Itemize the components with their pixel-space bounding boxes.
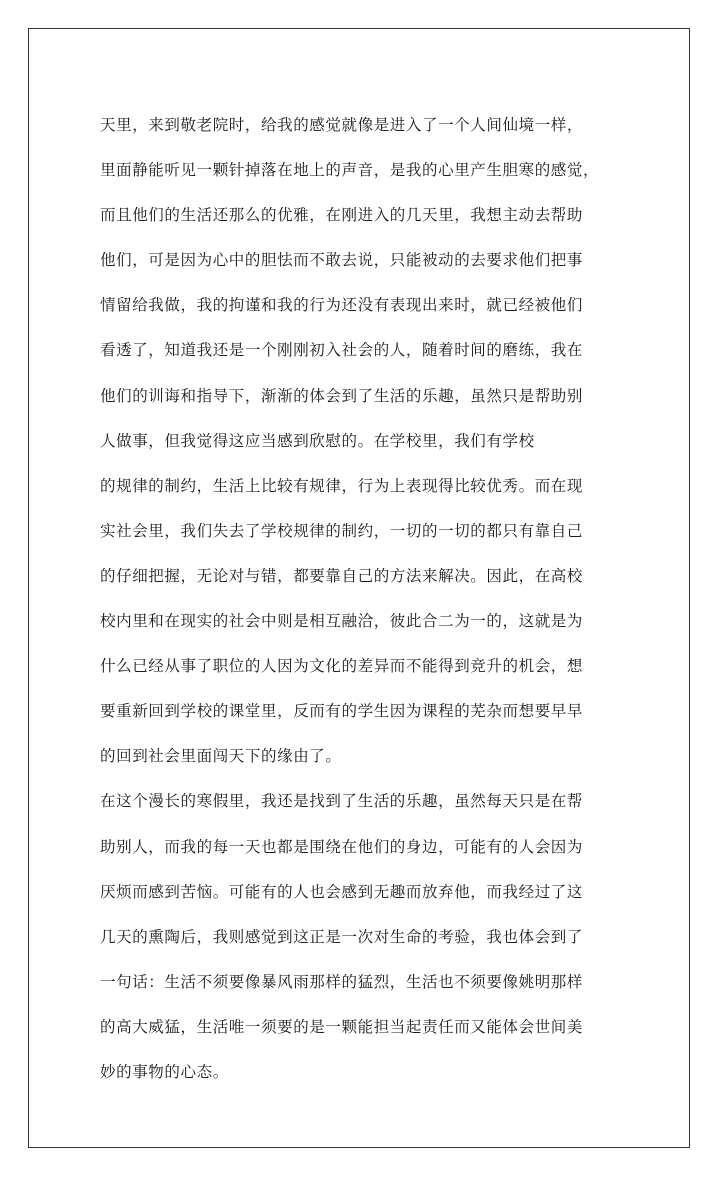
text-line: 他们的训诲和指导下，渐渐的体会到了生活的乐趣，虽然只是帮助别 xyxy=(100,386,584,405)
text-line: 里面静能听见一颗针掉落在地上的声音，是我的心里产生胆寒的感觉， xyxy=(100,161,600,180)
text-line: 什么已经从事了职位的人因为文化的差异而不能得到竞升的机会，想 xyxy=(100,657,584,676)
text-line: 而且他们的生活还那么的优雅，在刚进入的几天里，我想主动去帮助 xyxy=(100,206,584,225)
text-line: 要重新回到学校的课堂里，反而有的学生因为课程的芜杂而想要早早 xyxy=(100,702,584,721)
text-line: 几天的熏陶后，我则感觉到这正是一次对生命的考验，我也体会到了 xyxy=(100,927,584,946)
text-line: 实社会里，我们失去了学校规律的制约，一切的一切的都只有靠自己 xyxy=(100,521,584,540)
text-line: 看透了，知道我还是一个刚刚初入社会的人，随着时间的磨练，我在 xyxy=(100,341,584,360)
text-line: 一句话：生活不须要像暴风雨那样的猛烈，生活也不须要像姚明那样 xyxy=(100,972,584,991)
text-line: 的规律的制约，生活上比较有规律，行为上表现得比较优秀。而在现 xyxy=(100,476,584,495)
text-line: 人做事，但我觉得这应当感到欣慰的。在学校里，我们有学校 xyxy=(100,431,535,450)
text-line: 的仔细把握，无论对与错，都要靠自己的方法来解决。因此，在高校 xyxy=(100,566,584,585)
text-line: 他们，可是因为心中的胆怯而不敢去说，只能被动的去要求他们把事 xyxy=(100,251,584,270)
text-line: 厌烦而感到苦恼。可能有的人也会感到无趣而放弃他，而我经过了这 xyxy=(100,882,584,901)
text-line: 妙的事物的心态。 xyxy=(100,1062,229,1081)
text-line: 天里，来到敬老院时，给我的感觉就像是进入了一个人间仙境一样， xyxy=(100,116,584,134)
text-line: 在这个漫长的寒假里，我还是找到了生活的乐趣，虽然每天只是在帮 xyxy=(100,792,584,811)
text-line: 情留给我做，我的拘谨和我的行为还没有表现出来时，就已经被他们 xyxy=(100,296,584,315)
text-line: 校内里和在现实的社会中则是相互融洽，彼此合二为一的，这就是为 xyxy=(100,612,584,631)
document-body xyxy=(100,112,630,1104)
text-line: 助别人，而我的每一天也都是围绕在他们的身边，可能有的人会因为 xyxy=(100,837,584,856)
text-line: 的高大威猛，生活唯一须要的是一颗能担当起责任而又能体会世间美 xyxy=(100,1017,584,1036)
text-line: 的回到社会里面闯天下的缘由了。 xyxy=(100,747,342,766)
